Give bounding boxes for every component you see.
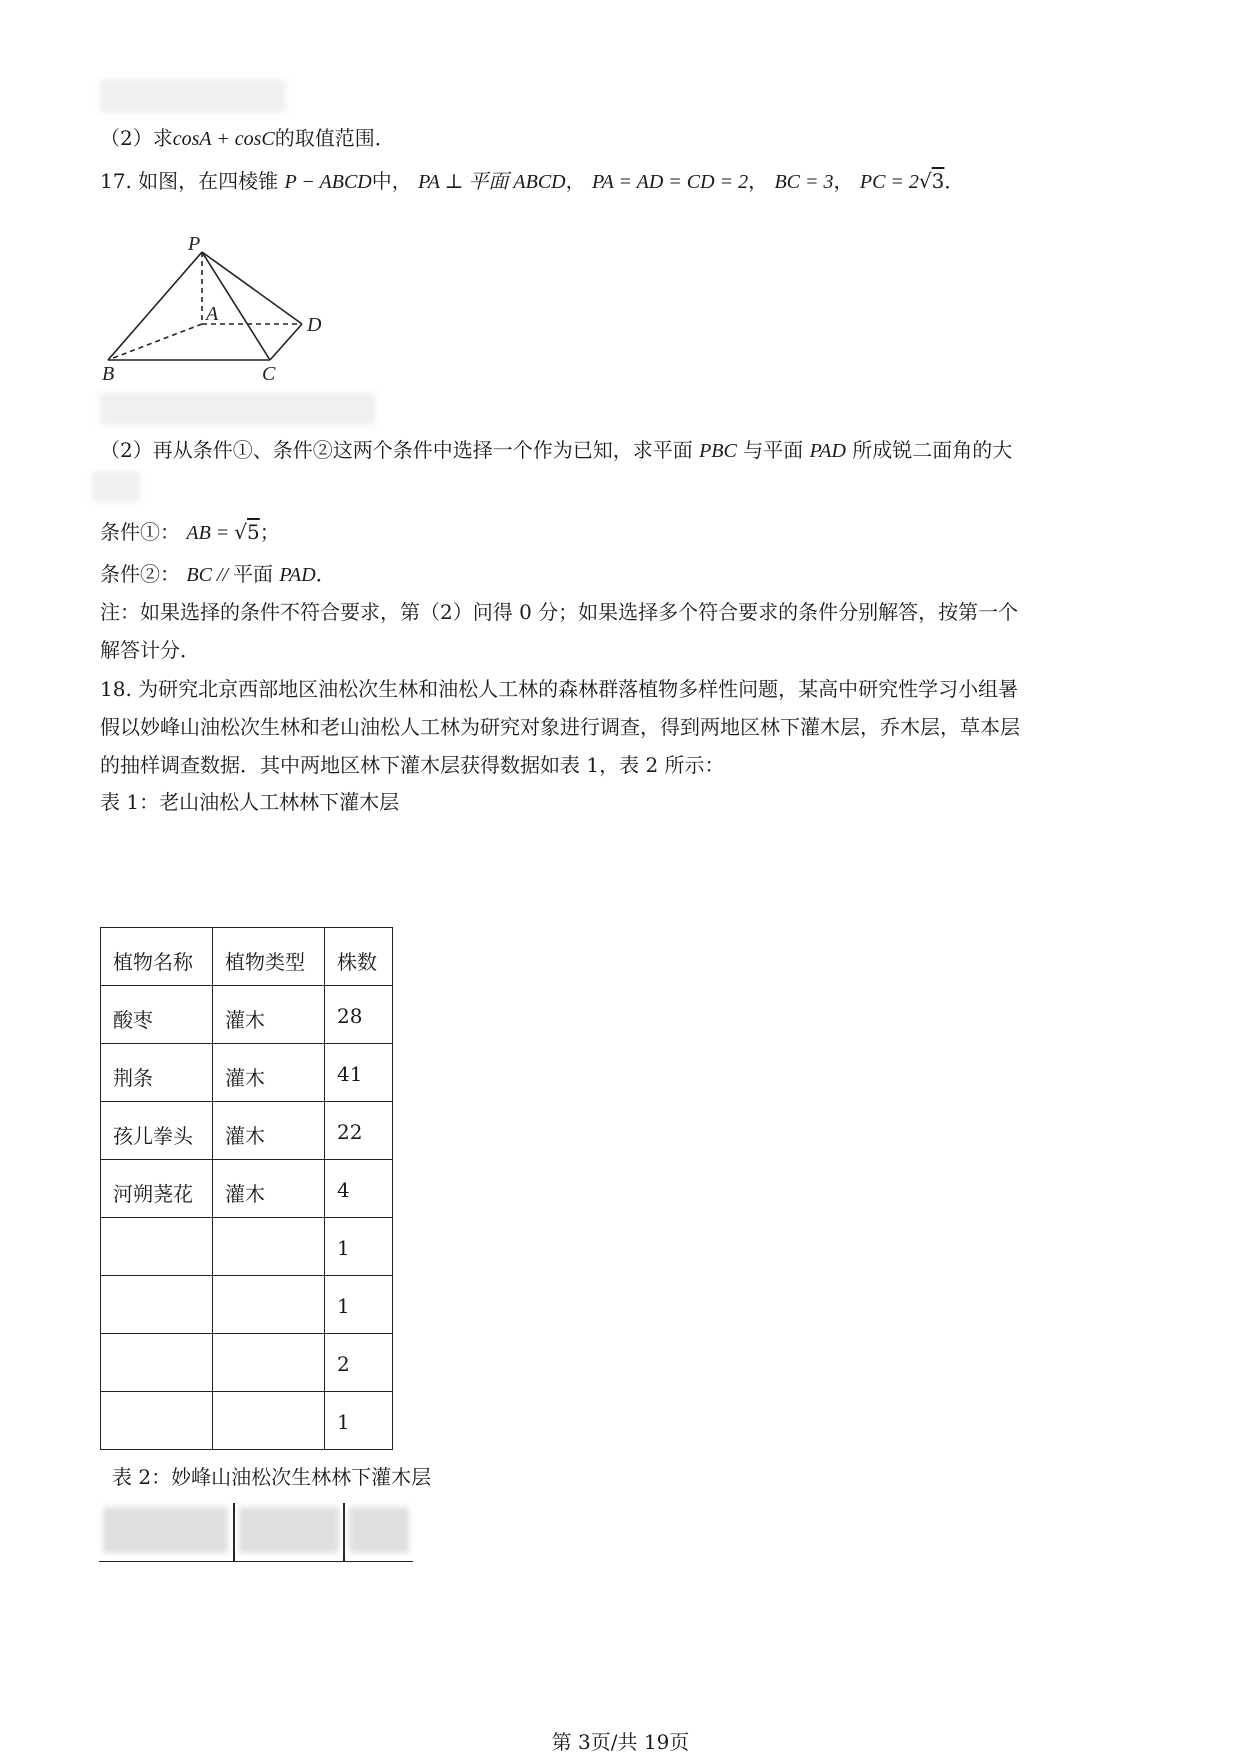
cell-count: 28	[325, 986, 393, 1044]
table-row	[101, 1044, 393, 1102]
condition-2	[100, 564, 336, 585]
cell-name: 孩儿拳头	[101, 1102, 213, 1160]
label-B: B	[102, 363, 115, 385]
q17-cond3: BC = 3	[774, 171, 834, 193]
condition-1: 条件①： AB = √5；	[100, 520, 280, 544]
cell-count: 2	[325, 1334, 393, 1392]
q17-end: ．	[944, 169, 965, 193]
cell-count: 41	[325, 1044, 393, 1102]
q17-part2-pbc: PBC	[699, 440, 737, 462]
condition-2-expr: BC //	[186, 564, 234, 586]
cell-type: 灌木	[213, 1044, 325, 1102]
condition-2-label: 条件②：	[100, 562, 180, 586]
q17-sep1: ，	[565, 169, 586, 193]
condition-1-root: 5	[247, 520, 260, 544]
label-D: D	[307, 314, 322, 336]
cell-count: 4	[325, 1160, 393, 1218]
q17-cond2: PA = AD = CD = 2	[592, 171, 749, 193]
edge-CD	[270, 324, 302, 360]
q17-cond1: PA ⊥ 平面 ABCD	[418, 171, 566, 193]
cell-type: 灌木	[213, 986, 325, 1044]
note-line-1: 注：如果选择的条件不符合要求，第（2）问得 0 分；如果选择多个符合要求的条件分别解答，按第一个	[100, 600, 1019, 624]
cell-count: 22	[325, 1102, 393, 1160]
q17-intro: 17. 如图，在四棱锥	[100, 169, 279, 193]
cell-name-blurred	[101, 1276, 213, 1334]
blurred-text-fragment	[100, 393, 375, 425]
cell-type-blurred	[213, 1392, 325, 1450]
cell-count: 1	[325, 1392, 393, 1450]
header-type: 植物类型	[213, 928, 325, 986]
q17-part2	[100, 440, 1012, 461]
condition-1-end: ；	[259, 520, 280, 544]
cell-type-blurred	[213, 1218, 325, 1276]
q18-line-1: 18. 为研究北京西部地区油松次生林和油松人工林的森林群落植物多样性问题，某高中研究性学习小组暑	[100, 677, 1019, 701]
q18-line-3: 的抽样调查数据．其中两地区林下灌木层获得数据如表 1，表 2 所示：	[100, 753, 725, 777]
cell-type: 灌木	[213, 1102, 325, 1160]
label-A: A	[206, 303, 219, 325]
header-count: 株数	[325, 928, 393, 986]
cell-count: 1	[325, 1276, 393, 1334]
cell-name-blurred	[101, 1392, 213, 1450]
cell-name-blurred	[101, 1218, 213, 1276]
q17-part2-text: （2）再从条件①、条件②这两个条件中选择一个作为已知，求平面	[100, 438, 693, 462]
edge-PB	[108, 252, 202, 360]
cell-name: 酸枣	[101, 986, 213, 1044]
q18-line-2: 假以妙峰山油松次生林和老山油松人工林为研究对象进行调查，得到两地区林下灌木层，乔木层，草本层	[100, 715, 1020, 739]
table2-caption: 表 2：妙峰山油松次生林林下灌木层	[112, 1465, 432, 1489]
table-2-fragment	[99, 1503, 413, 1562]
condition-1-label: 条件①：	[100, 520, 180, 544]
cell-count: 1	[325, 1218, 393, 1276]
label-C: C	[262, 363, 276, 385]
q16-part2	[100, 128, 395, 149]
blurred-text-fragment	[100, 80, 285, 112]
condition-2-pad: PAD	[279, 564, 316, 586]
q17-cond4-root: 3	[931, 169, 945, 193]
condition-1-expr: AB =	[186, 522, 235, 544]
q17-part2-end: 所成锐二面角的大	[852, 438, 1013, 462]
table-row	[101, 1392, 393, 1450]
cell-type-blurred	[213, 1334, 325, 1392]
page-footer: 第 3页/共 19页	[551, 1730, 690, 1754]
table-row	[101, 1160, 393, 1218]
cell-name: 荆条	[101, 1044, 213, 1102]
table1-caption: 表 1：老山油松人工林林下灌木层	[100, 790, 400, 814]
condition-2-end: ．	[315, 562, 336, 586]
cell-type-blurred	[213, 1276, 325, 1334]
table-row	[101, 1276, 393, 1334]
q16-suffix: 的取值范围．	[274, 126, 395, 150]
cell-name: 河朔荛花	[101, 1160, 213, 1218]
q17-cond4-prefix: PC = 2	[859, 171, 919, 193]
header-name: 植物名称	[101, 928, 213, 986]
blurred-cell	[103, 1507, 228, 1553]
q17-part2-pad: PAD	[809, 440, 846, 462]
q17-sep3: ，	[833, 169, 854, 193]
q17-mid1: 中，	[371, 169, 412, 193]
q16-expr: cosA + cosC	[172, 128, 275, 150]
cell-type: 灌木	[213, 1160, 325, 1218]
q17-part2-mid: 与平面	[743, 438, 804, 462]
blurred-cell	[239, 1507, 339, 1553]
table-header-row	[101, 928, 393, 986]
table-row	[101, 1218, 393, 1276]
q17-pyramid: P − ABCD	[284, 171, 372, 193]
note-line-2: 解答计分．	[100, 638, 200, 662]
label-P: P	[188, 233, 201, 255]
edge-AB	[108, 324, 202, 360]
cell-name-blurred	[101, 1334, 213, 1392]
table-2-divider	[343, 1503, 345, 1561]
table-2-divider	[233, 1503, 235, 1561]
blurred-cell	[349, 1507, 409, 1553]
table-row	[101, 1102, 393, 1160]
table-row	[101, 986, 393, 1044]
q17-statement: 17. 如图，在四棱锥 P − ABCD中， PA ⊥ 平面 ABCD， PA = AD = CD = 2， BC = 3， PC = 2√3．	[100, 169, 965, 193]
q17-sep2: ，	[748, 169, 769, 193]
blurred-text-fragment	[92, 472, 140, 502]
table-row	[101, 1334, 393, 1392]
condition-2-mid: 平面	[233, 562, 274, 586]
table-1	[100, 927, 393, 1450]
q16-prefix: （2）求	[100, 126, 173, 150]
